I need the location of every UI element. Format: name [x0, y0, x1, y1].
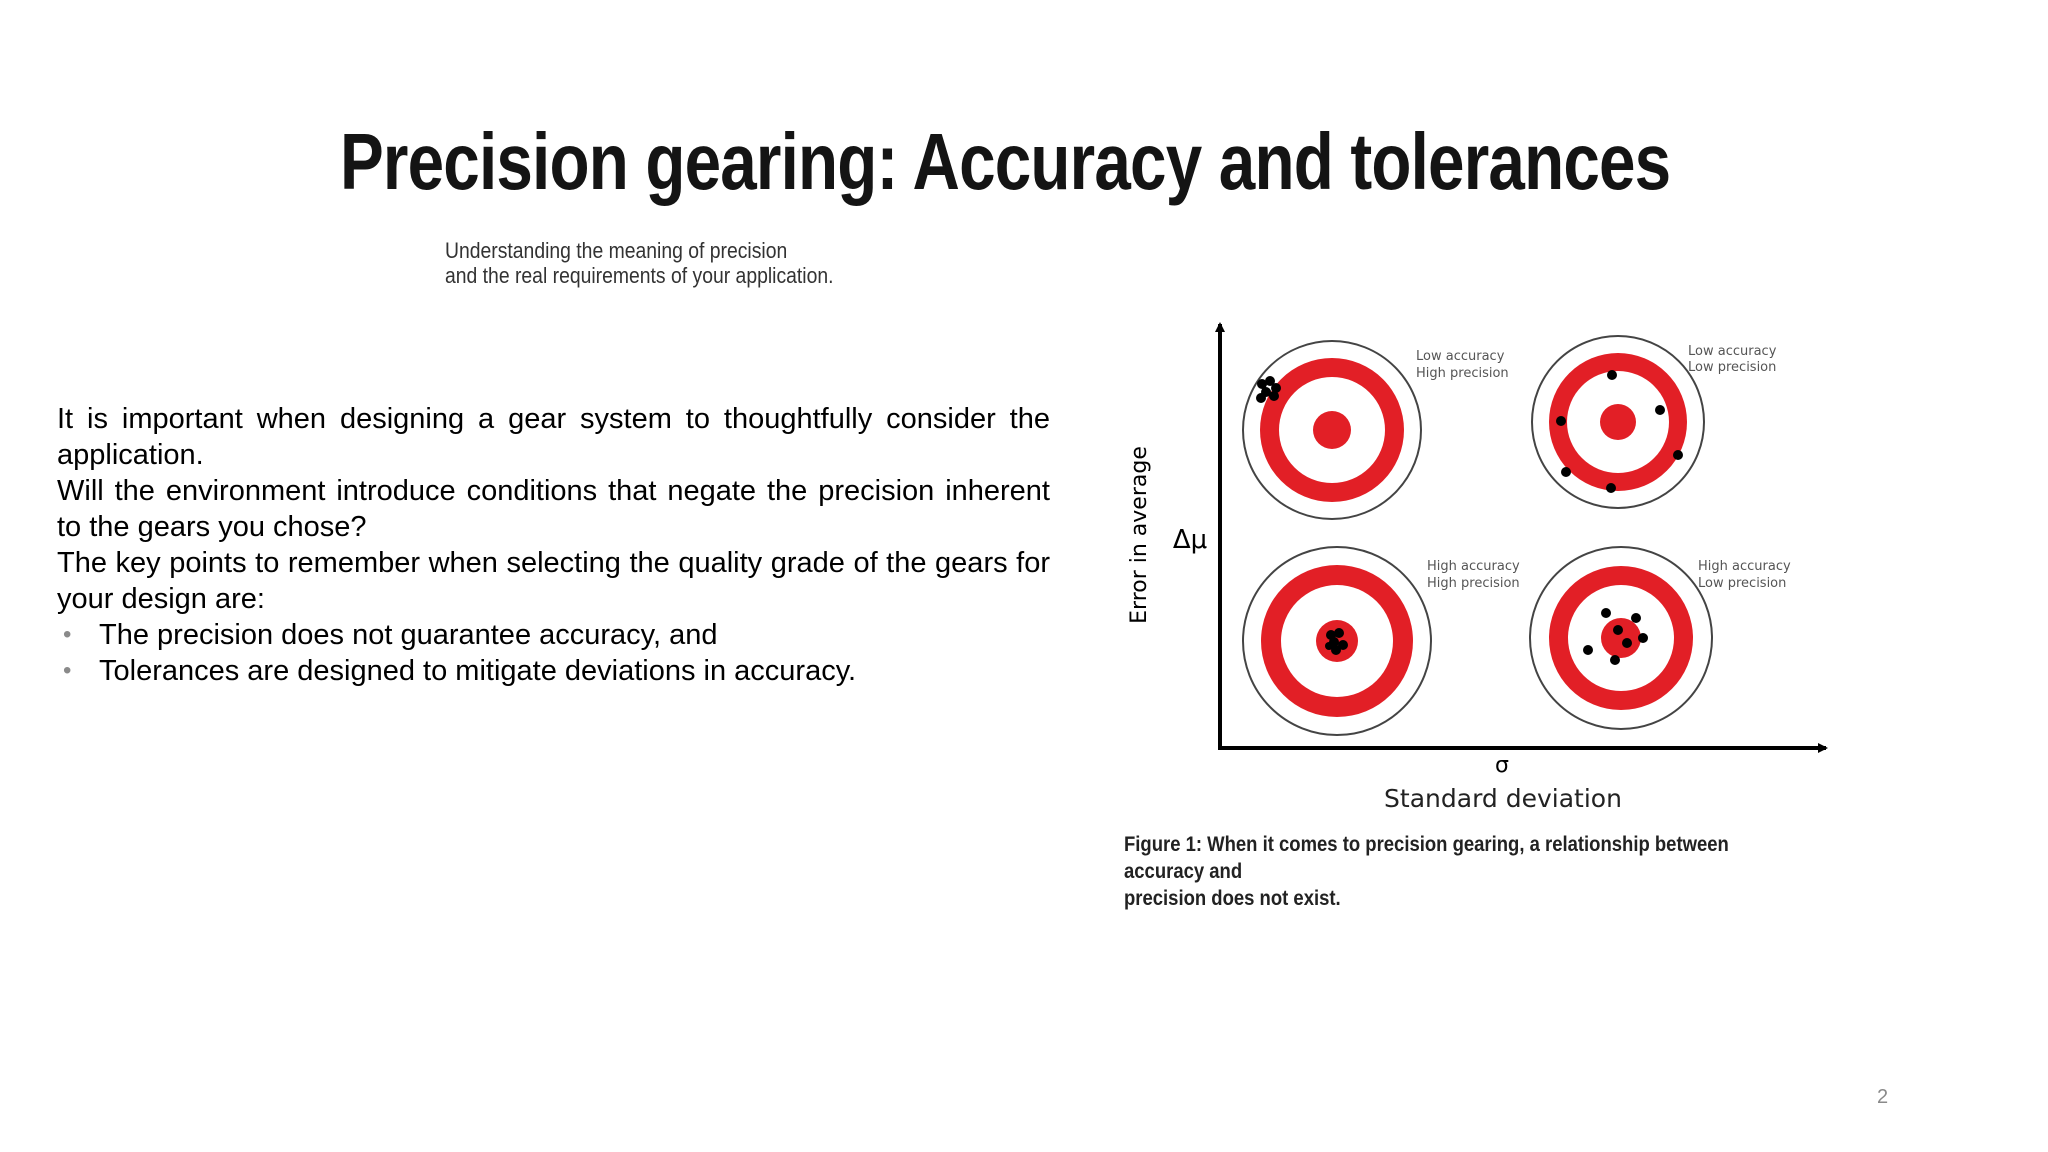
body-paragraph: Will the environment introduce conditions that negate the precision inherent to the gears you chose? — [57, 475, 1050, 543]
shot-mark — [1256, 393, 1266, 403]
bullet-icon: • — [63, 657, 72, 684]
list-item-text: Tolerances are designed to mitigate deviations in accuracy. — [99, 655, 857, 687]
shot-mark — [1556, 416, 1566, 426]
shot-mark — [1583, 645, 1593, 655]
x-axis-label: Standard deviation — [1384, 784, 1622, 813]
slide-title: Precision gearing: Accuracy and tolerances — [340, 117, 1671, 206]
targets-diagram — [1100, 310, 1880, 830]
target-label-line: Low precision — [1688, 360, 1777, 375]
slide-subtitle — [445, 238, 867, 288]
target-label-line: Low precision — [1698, 576, 1787, 591]
y-axis-symbol: Δμ — [1172, 525, 1208, 555]
shot-mark — [1606, 483, 1616, 493]
target-low-accuracy-low-precision — [1532, 336, 1777, 508]
body-paragraph: The key points to remember when selecting the quality grade of the gears for your design are: — [57, 547, 1050, 615]
shot-mark — [1622, 638, 1632, 648]
page-number: 2 — [1877, 1086, 1889, 1108]
y-axis-label: Error in average — [1127, 446, 1152, 624]
shot-mark — [1610, 655, 1620, 665]
target-low-accuracy-high-precision — [1243, 341, 1509, 519]
caption-line: Figure 1: When it comes to precision gearing, a relationship between accuracy and — [1124, 833, 1729, 883]
x-axis-symbol: σ — [1495, 753, 1509, 778]
shot-mark — [1613, 625, 1623, 635]
target-high-accuracy-low-precision — [1530, 547, 1791, 729]
accuracy-precision-figure — [1100, 310, 1880, 900]
target-label-line: High accuracy — [1427, 559, 1520, 574]
shot-mark — [1325, 642, 1333, 650]
shot-mark — [1601, 608, 1611, 618]
bullet-icon: • — [63, 621, 72, 648]
shot-mark — [1607, 370, 1617, 380]
body-paragraph: It is important when designing a gear system to thoughtfully consider the application. — [57, 403, 1050, 471]
target-label-line: High precision — [1416, 366, 1509, 381]
target-label-line: High accuracy — [1698, 559, 1791, 574]
subtitle-line: and the real requirements of your application. — [445, 263, 834, 288]
target-label-line: Low accuracy — [1688, 344, 1777, 359]
subtitle-line: Understanding the meaning of precision — [445, 238, 788, 263]
key-points-list — [57, 617, 1050, 689]
target-high-accuracy-high-precision — [1243, 547, 1520, 735]
shot-mark — [1269, 391, 1279, 401]
shot-mark — [1334, 628, 1344, 638]
body-text — [57, 401, 1050, 689]
shot-mark — [1638, 633, 1648, 643]
list-item — [57, 653, 1050, 689]
caption-line: precision does not exist. — [1124, 887, 1341, 910]
shot-mark — [1655, 405, 1665, 415]
shot-mark — [1673, 450, 1683, 460]
target-label-line: Low accuracy — [1416, 349, 1505, 364]
figure-caption — [1124, 831, 1810, 912]
list-item — [57, 617, 1050, 653]
list-item-text: The precision does not guarantee accuracy, and — [99, 619, 718, 651]
target-label-line: High precision — [1427, 576, 1520, 591]
shot-mark — [1561, 467, 1571, 477]
shot-mark — [1631, 613, 1641, 623]
